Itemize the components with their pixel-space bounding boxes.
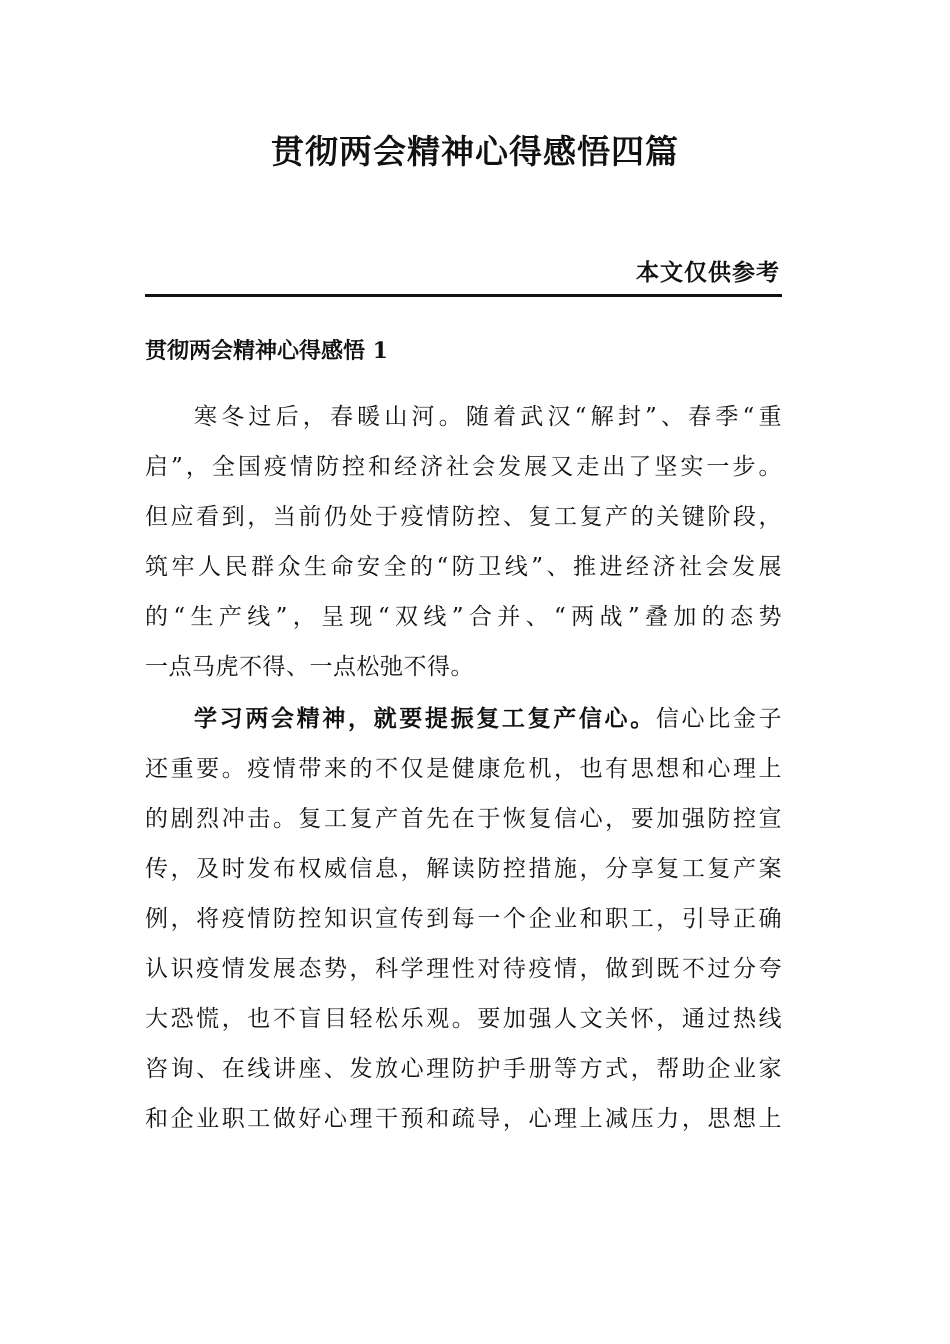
paragraph-line: 但应看到，当前仍处于疫情防控、复工复产的关键阶段， [145,504,782,530]
paragraph-lead-continuation: 信心比金子 [655,706,783,732]
paragraph-1 [145,392,782,692]
paragraph-line: 咨询、在线讲座、发放心理防护手册等方式，帮助企业家 [145,1056,782,1082]
paragraph-line: 启”，全国疫情防控和经济社会发展又走出了坚实一步。 [145,454,782,480]
reference-note: 本文仅供参考 [636,259,780,286]
paragraph-2 [145,694,782,1144]
paragraph-line: 传，及时发布权威信息，解读防控措施，分享复工复产案 [145,856,782,882]
paragraph-lead-sentence: 学习两会精神，就要提振复工复产信心。 [194,705,656,732]
paragraph-line: 筑牢人民群众生命安全的“防卫线”、推进经济社会发展 [145,554,782,580]
paragraph-line: 一点马虎不得、一点松弛不得。 [145,654,474,680]
paragraph-line: 的剧烈冲击。复工复产首先在于恢复信心，要加强防控宣 [145,806,782,832]
paragraph-line: 例，将疫情防控知识宣传到每一个企业和职工，引导正确 [145,906,782,932]
paragraph-line: 认识疫情发展态势，科学理性对待疫情，做到既不过分夸 [145,956,782,982]
paragraph-line: 还重要。疫情带来的不仅是健康危机，也有思想和心理上 [145,756,782,782]
section-heading: 贯彻两会精神心得感悟 1 [145,338,388,364]
paragraph-line: 和企业职工做好心理干预和疏导，心理上减压力，思想上 [145,1106,782,1132]
paragraph-first-line [145,694,782,744]
paragraph-line: 大恐慌，也不盲目轻松乐观。要加强人文关怀，通过热线 [145,1006,782,1032]
paragraph-line: 寒冬过后，春暖山河。随着武汉“解封”、春季“重 [194,404,782,430]
document-title: 贯彻两会精神心得感悟四篇 [271,132,679,171]
paragraph-line: 的“生产线”，呈现“双线”合并、“两战”叠加的态势 [145,604,782,630]
header-divider [145,294,782,297]
